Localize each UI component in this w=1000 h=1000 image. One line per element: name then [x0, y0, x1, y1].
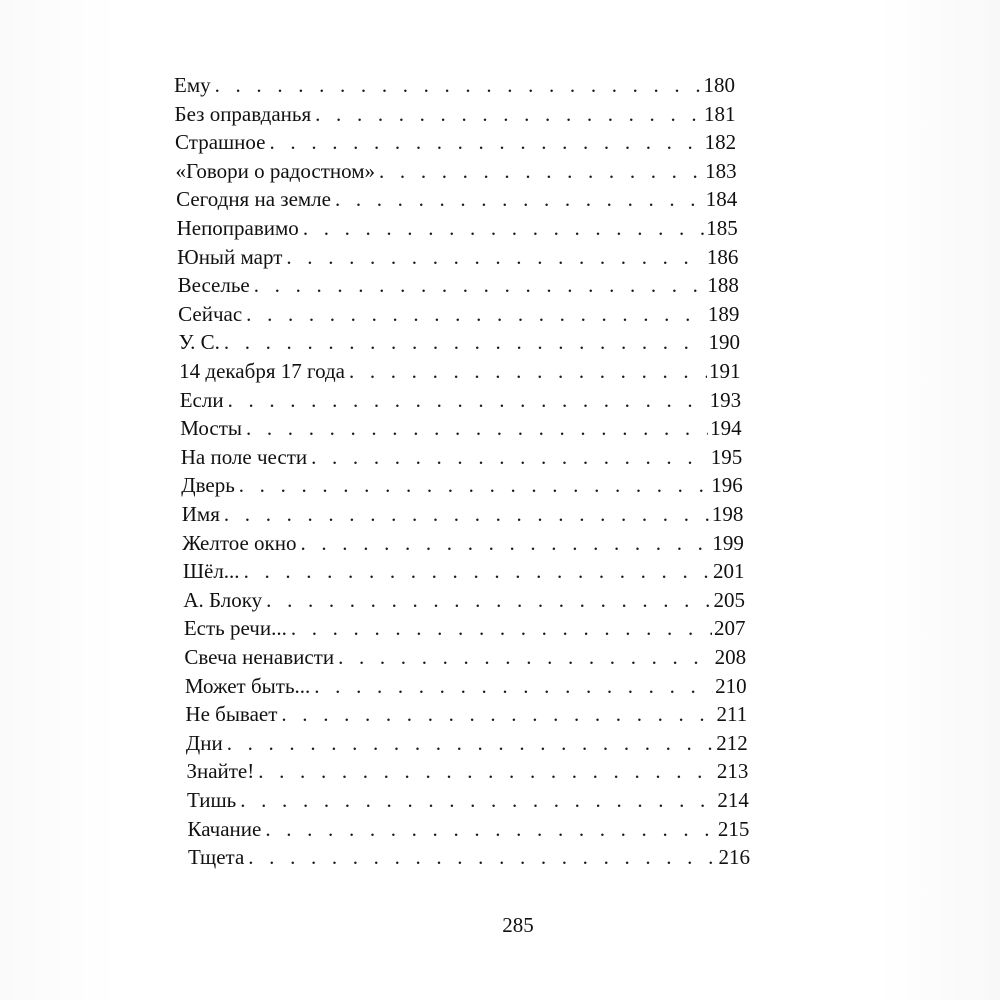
dot-leader [240, 785, 715, 815]
toc-entry [176, 156, 737, 186]
toc-entry-page: 190 [708, 330, 740, 355]
toc-entry-title: Ему [174, 73, 211, 97]
toc-entry-page: 216 [718, 845, 750, 870]
toc-entry-page: 210 [715, 673, 747, 698]
toc-entry [176, 184, 737, 214]
toc-entry-title: Свеча ненависти [184, 645, 335, 669]
dot-leader [265, 814, 716, 844]
toc-entry-title: «Говори о радостном» [175, 158, 376, 183]
toc-entry [179, 356, 740, 386]
dot-leader [244, 556, 711, 586]
toc-entry-title: Имя [181, 502, 220, 526]
toc-entry-page: 194 [710, 416, 742, 441]
toc-entry-title: Дверь [181, 473, 235, 498]
toc-entry-page: 212 [716, 730, 748, 755]
toc-entry-title: Если [179, 387, 224, 412]
dot-leader [239, 470, 710, 500]
toc-entry-page: 196 [711, 473, 743, 498]
dot-leader [228, 385, 708, 415]
toc-entry-page: 207 [714, 616, 746, 641]
toc-entry [177, 242, 738, 272]
toc-entry-title: Может быть... [184, 673, 311, 698]
toc-entry-page: 208 [714, 645, 747, 669]
toc-entry-title: Без оправданья [174, 101, 312, 126]
dot-leader [281, 699, 714, 729]
dot-leader [248, 842, 716, 872]
toc-entry-title: Тишь [186, 788, 237, 812]
dot-leader [224, 327, 707, 357]
toc-entry-page: 186 [706, 244, 739, 269]
toc-entry [174, 70, 735, 100]
dot-leader [215, 70, 702, 100]
page-number: 285 [502, 913, 534, 937]
toc-entry-page: 211 [716, 702, 748, 727]
dot-leader [301, 528, 711, 558]
toc-entry-page: 213 [716, 759, 749, 784]
toc-entry-page: 215 [717, 816, 750, 841]
toc-entry [185, 699, 747, 729]
toc-entry-title: Не бывает [185, 702, 278, 727]
toc-entry-title: Знайте! [186, 759, 255, 784]
toc-entry [184, 642, 746, 672]
toc-entry [186, 728, 748, 758]
dot-leader [315, 99, 702, 129]
toc-entry-page: 201 [712, 559, 745, 584]
toc-entry [181, 470, 743, 500]
toc-entry-title: У. С. [178, 330, 220, 355]
dot-leader [254, 270, 706, 300]
toc-entry [183, 585, 745, 615]
toc-entry [178, 270, 739, 300]
toc-entry-title: Веселье [177, 273, 250, 298]
toc-entry-page: 214 [717, 788, 749, 812]
dot-leader [335, 184, 704, 214]
dot-leader [258, 756, 715, 786]
toc-entry [184, 613, 746, 643]
toc-entry-title: Сейчас [178, 301, 243, 326]
toc-entry-title: 14 декабря 17 года [179, 359, 345, 383]
toc-entry-page: 188 [707, 273, 739, 298]
toc-entry-page: 191 [709, 359, 741, 383]
toc-entry [186, 756, 748, 786]
dot-leader [266, 585, 711, 615]
toc-entry [180, 413, 741, 443]
toc-entry-title: Качание [187, 816, 262, 841]
toc-entry [177, 213, 738, 243]
toc-entry-title: Шёл... [182, 559, 240, 584]
toc-entry-title: Мосты [180, 416, 242, 441]
toc-entry-title: Тщета [188, 845, 245, 870]
toc-entry-page: 180 [703, 73, 735, 97]
toc-entry [181, 442, 742, 472]
toc-entry-page: 205 [713, 587, 745, 612]
toc-entry-page: 195 [710, 444, 743, 469]
toc-entry-title: На поле чести [180, 444, 308, 469]
dot-leader [314, 671, 713, 701]
toc-entry [180, 385, 741, 415]
dot-leader [379, 156, 703, 186]
toc-entry-page: 199 [712, 530, 744, 555]
toc-entry-page: 183 [705, 158, 737, 183]
toc-entry-page: 193 [709, 387, 742, 412]
toc-entry [187, 785, 749, 815]
toc-entry [183, 556, 745, 586]
toc-entry-page: 181 [704, 101, 736, 126]
toc-entry-title: Желтое окно [182, 530, 297, 555]
toc-entry-title: А. Блоку [183, 587, 263, 612]
dot-leader [286, 242, 704, 272]
dot-leader [349, 356, 707, 386]
toc-entry [188, 842, 750, 872]
dot-leader [270, 127, 703, 157]
toc-entry [185, 671, 747, 701]
toc-entry-page: 182 [704, 130, 737, 155]
toc-entry [175, 99, 736, 129]
toc-entry [175, 127, 736, 157]
dot-leader [246, 413, 708, 443]
toc-entry-title: Есть речи... [183, 616, 287, 641]
toc-entry [179, 327, 740, 357]
dot-leader [338, 642, 712, 672]
toc-entry-title: Страшное [175, 130, 266, 155]
dot-leader [246, 299, 706, 329]
toc-entry-page: 189 [707, 301, 740, 326]
dot-leader [311, 442, 709, 472]
dot-leader [224, 499, 710, 529]
toc-entry-page: 198 [711, 502, 744, 526]
toc-entry-page: 185 [706, 216, 738, 240]
dot-leader [303, 213, 704, 243]
toc-entry-title: Дни [185, 730, 223, 755]
toc-entry [182, 499, 744, 529]
toc-entry-title: Непоправимо [176, 216, 299, 240]
toc-entry [178, 299, 739, 329]
dot-leader [227, 728, 715, 758]
toc-entry [187, 814, 749, 844]
toc-entry-title: Юный март [177, 244, 283, 269]
dot-leader [291, 613, 712, 643]
toc-entry-page: 184 [705, 187, 738, 212]
toc-entry [182, 528, 744, 558]
toc-entry-title: Сегодня на земле [176, 187, 331, 212]
